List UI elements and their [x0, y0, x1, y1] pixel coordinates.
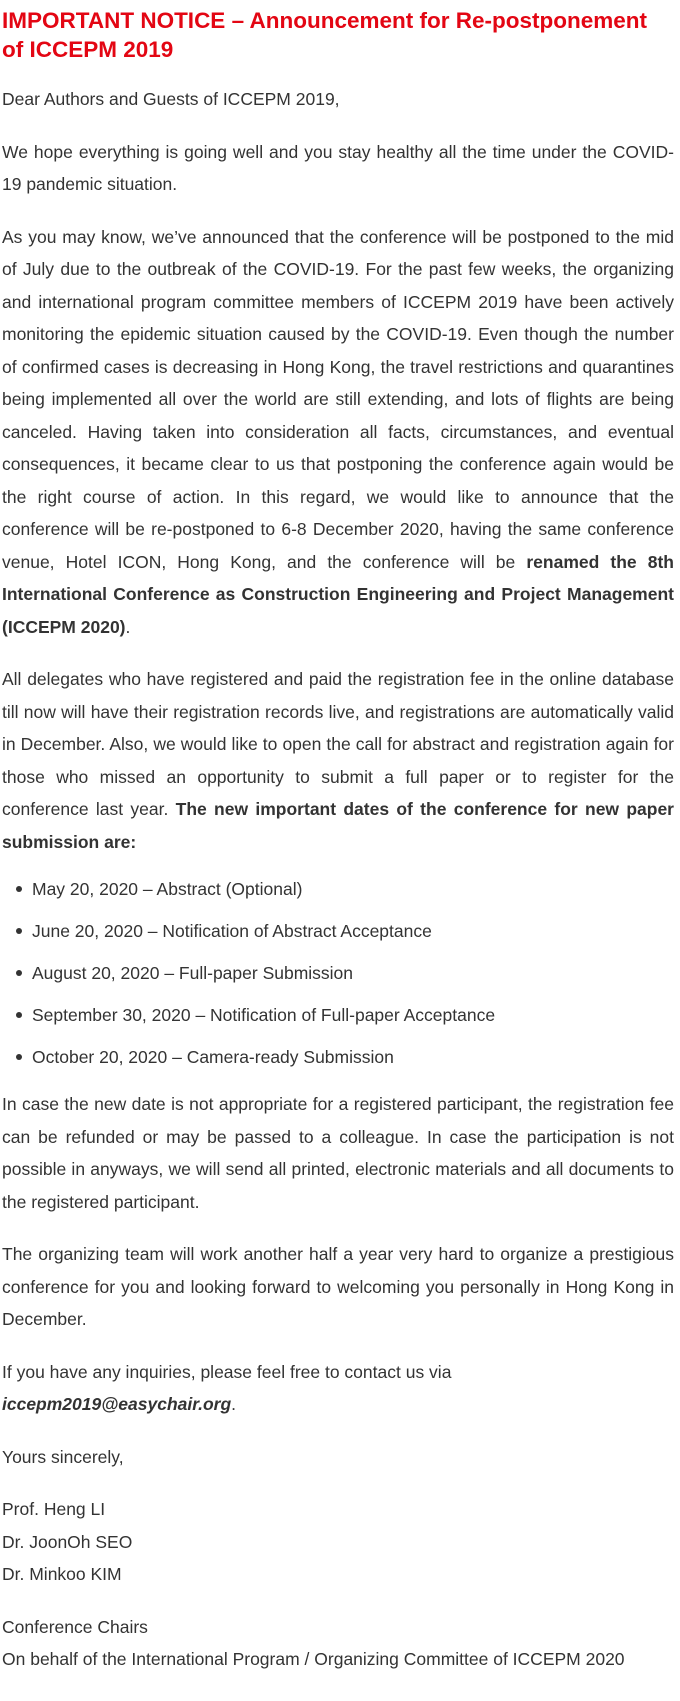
postponement-text: As you may know, we’ve announced that the conference will be postponed to the mid of July due to the outbreak of the COVID-19. For the past few weeks, the organizing and international program committee members of ICCEPM 2019 have been actively monitoring the epidemic situation caused by the COVID-19. Even though the number of confirmed cases is decreasing in Hong Kong, the travel restrictions and quarantines being implemented all over the world are still extending, and lots of flights are being canceled. Having taken into consideration all facts, circumstances, and eventual consequences, it became clear to us that postponing the conference again would be the right course of action. In this regard, we would like to announce that the conference will be re-postponed to 6-8 December 2020, having the same conference venue, Hotel ICON, Hong Kong, and the conference will be	[2, 226, 674, 572]
registration-text: All delegates who have registered and paid the registration fee in the online database till now will have their registration records live, and registrations are automatically valid in December. Also, we would like to open the call for abstract and registration again for those who missed an opportunity to submit a full paper or to register for the conference last year.	[2, 669, 674, 819]
contact-text: If you have any inquiries, please feel free to contact us via	[2, 1361, 452, 1382]
notice-title: IMPORTANT NOTICE – Announcement for Re-postponement of ICCEPM 2019	[2, 8, 647, 62]
contact-email: iccepm2019@easychair.org	[2, 1394, 232, 1414]
paragraph-refund: In case the new date is not appropriate for a registered participant, the registration fee can be refunded or may be passed to a colleague. In case the participation is not possible in anyways, we will send all printed, electronic materials and all documents to the registered participant.	[2, 1094, 674, 1212]
signature-role: Conference Chairs	[2, 1616, 148, 1637]
closing: Yours sincerely,	[2, 1446, 124, 1467]
paragraph-hope: We hope everything is going well and you stay healthy all the time under the COVID-19 pandemic situation.	[2, 141, 674, 194]
list-item	[2, 962, 674, 984]
bullet-icon	[16, 1054, 22, 1060]
signatory-name: Prof. Heng LI	[2, 1499, 106, 1519]
paragraph-organizing-team: The organizing team will work another half a year very hard to organize a prestigious conference for you and looking forward to welcoming you personally in Hong Kong in December.	[2, 1244, 674, 1329]
greeting: Dear Authors and Guests of ICCEPM 2019,	[2, 89, 340, 109]
registration-dates-highlight: The new important dates of the conference for new paper submission are:	[2, 799, 674, 852]
list-item	[2, 920, 674, 942]
bullet-icon	[16, 970, 22, 976]
date-item-text: August 20, 2020 – Full-paper Submission	[32, 963, 354, 983]
signature-behalf: On behalf of the International Program / Organizing Committee of ICCEPM 2020	[2, 1649, 625, 1669]
contact-end: .	[231, 1394, 237, 1414]
bullet-icon	[16, 886, 22, 892]
list-item	[2, 878, 674, 900]
signature-footer	[2, 1611, 674, 1676]
paragraph-registration	[2, 663, 674, 858]
date-item-text: September 30, 2020 – Notification of Full-paper Acceptance	[32, 1005, 496, 1025]
bullet-icon	[16, 1012, 22, 1018]
important-dates-list	[2, 878, 674, 1068]
list-item	[2, 1004, 674, 1026]
postponement-end: .	[125, 616, 131, 637]
signatory-name: Dr. JoonOh SEO	[2, 1531, 133, 1552]
list-item	[2, 1046, 674, 1068]
signatories	[2, 1493, 674, 1591]
paragraph-contact	[2, 1356, 674, 1421]
date-item-text: June 20, 2020 – Notification of Abstract Acceptance	[32, 921, 432, 941]
date-item-text: May 20, 2020 – Abstract (Optional)	[32, 879, 303, 899]
postponement-rename-highlight: renamed the 8th International Conference as Construction Engineering and Project Management (ICCEPM 2020)	[2, 551, 674, 637]
date-item-text: October 20, 2020 – Camera-ready Submission	[32, 1047, 394, 1067]
signatory-name: Dr. Minkoo KIM	[2, 1564, 122, 1584]
paragraph-postponement	[2, 221, 674, 644]
bullet-icon	[16, 928, 22, 934]
